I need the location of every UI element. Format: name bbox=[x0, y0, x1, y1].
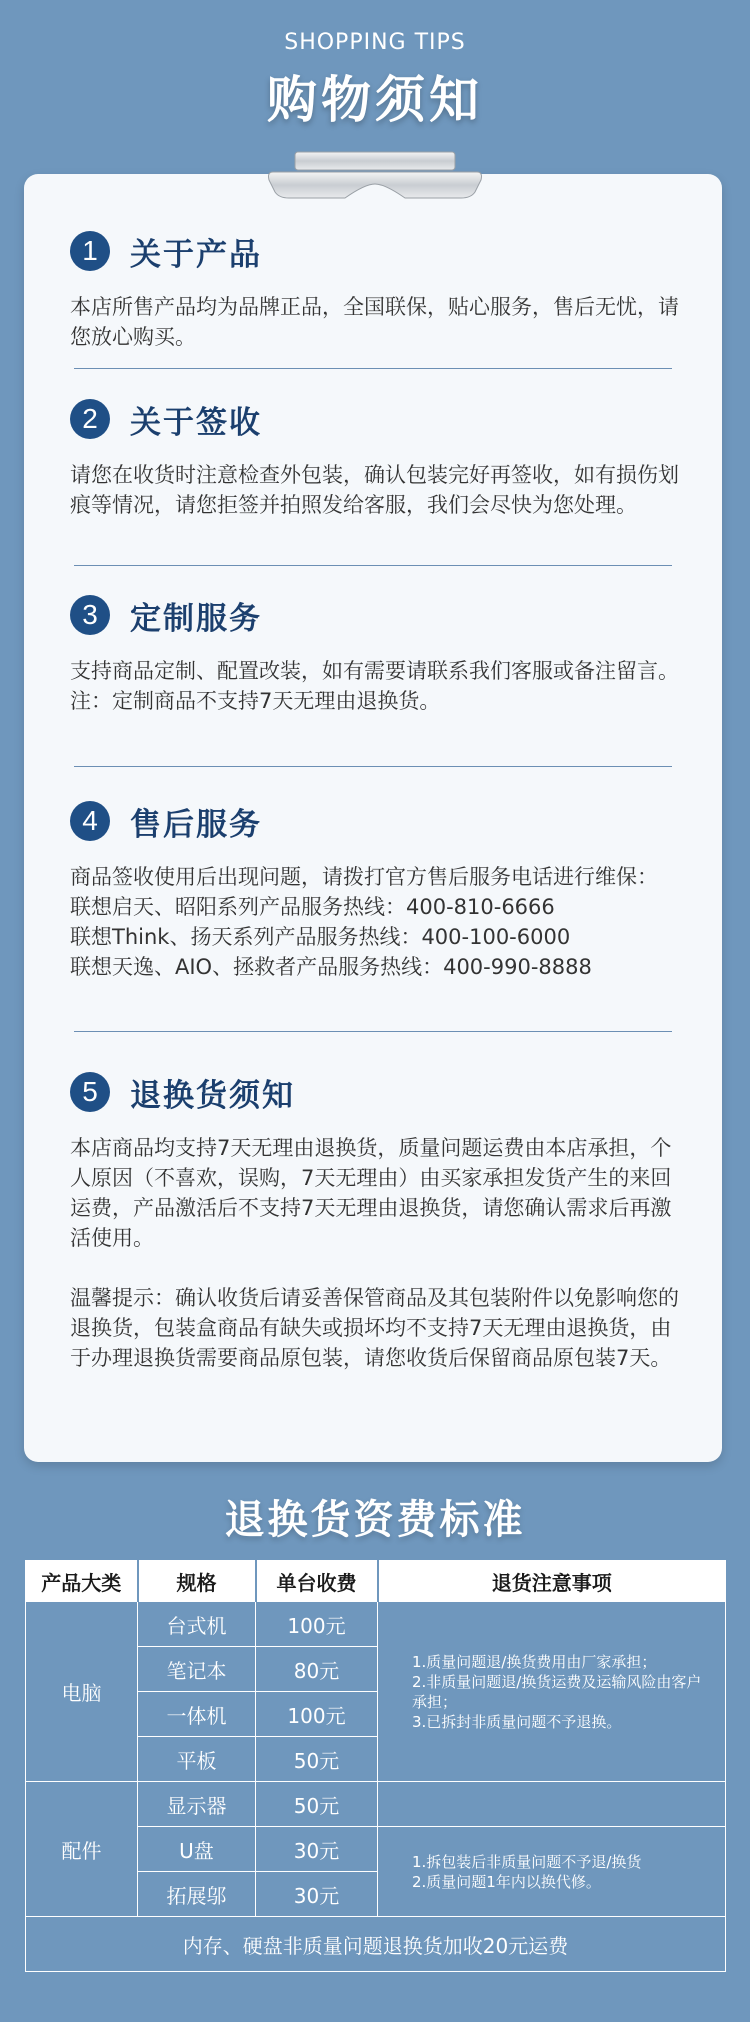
price-cell: 30元 bbox=[256, 1872, 378, 1917]
section-title: 定制服务 bbox=[130, 600, 262, 637]
spec-cell: 平板 bbox=[138, 1737, 256, 1782]
price-cell: 50元 bbox=[256, 1782, 378, 1827]
spec-cell: U盘 bbox=[138, 1827, 256, 1872]
section-custom-service bbox=[70, 592, 680, 716]
price-cell: 50元 bbox=[256, 1737, 378, 1782]
section-divider bbox=[74, 565, 672, 566]
price-cell: 80元 bbox=[256, 1647, 378, 1692]
category-accessory: 配件 bbox=[26, 1782, 138, 1917]
note-line: 2.非质量问题退/换货运费及运输风险由客户承担； bbox=[412, 1672, 702, 1711]
header-price: 单台收费 bbox=[256, 1561, 378, 1602]
section-text: 商品签收使用后出现问题，请拨打官方售后服务电话进行维保： bbox=[70, 865, 658, 889]
section-text: 本店所售产品均为品牌正品，全国联保，贴心服务，售后无忧，请您放心购买。 bbox=[70, 295, 679, 349]
spec-cell: 一体机 bbox=[138, 1692, 256, 1737]
section-text: 本店商品均支持7天无理由退换货，质量问题运费由本店承担，个人原因（不喜欢，误购，7天无理由）由买家承担发货产生的来回运费，产品激活后不支持7天无理由退换货，请您确认需求后再激活使用。 bbox=[70, 1136, 672, 1250]
hotline-qitian: 联想启天、昭阳系列产品服务热线：400-810-6666 bbox=[70, 895, 555, 919]
note-line: 1.拆包装后非质量问题不予退/换货 bbox=[412, 1852, 642, 1871]
hotline-tianyi: 联想天逸、AIO、拯救者产品服务热线：400-990-8888 bbox=[70, 955, 592, 979]
section-note: 注：定制商品不支持7天无理由退换货。 bbox=[70, 689, 441, 713]
section-number-badge: 1 bbox=[70, 231, 110, 271]
shopping-tips-card bbox=[24, 174, 722, 1462]
note-line: 3.已拆封非质量问题不予退换。 bbox=[412, 1712, 622, 1731]
table-footer-row bbox=[26, 1917, 726, 1972]
section-title: 退换货须知 bbox=[130, 1077, 295, 1114]
warm-tip: 温馨提示：确认收货后请妥善保管商品及其包装附件以免影响您的退换货，包装盒商品有缺失或损坏均不支持7天无理由退换货，由于办理退换货需要商品原包装，请您收货后保留商品原包装7天。 bbox=[70, 1286, 679, 1370]
section-title: 关于签收 bbox=[130, 404, 262, 441]
header-category: 产品大类 bbox=[26, 1561, 138, 1602]
header-notes: 退货注意事项 bbox=[378, 1561, 726, 1602]
empty-note-cell bbox=[378, 1782, 726, 1827]
clipboard-clip-icon bbox=[265, 150, 485, 200]
section-about-receipt bbox=[70, 396, 680, 520]
note-line: 1.质量问题退/换货费用由厂家承担； bbox=[412, 1652, 657, 1671]
section-number-badge: 5 bbox=[70, 1072, 110, 1112]
header-en: SHOPPING TIPS bbox=[284, 30, 466, 55]
spec-cell: 拓展邬 bbox=[138, 1872, 256, 1917]
table-row bbox=[26, 1602, 726, 1647]
section-divider bbox=[74, 1031, 672, 1032]
category-computer: 电脑 bbox=[26, 1602, 138, 1782]
price-cell: 100元 bbox=[256, 1602, 378, 1647]
page-title: 购物须知 bbox=[267, 71, 483, 129]
section-text: 请您在收货时注意检查外包装，确认包装完好再签收，如有损伤划痕等情况，请您拒签并拍照发给客服，我们会尽快为您处理。 bbox=[70, 463, 679, 517]
price-cell: 100元 bbox=[256, 1692, 378, 1737]
spec-cell: 笔记本 bbox=[138, 1647, 256, 1692]
spec-cell: 台式机 bbox=[138, 1602, 256, 1647]
section-number-badge: 4 bbox=[70, 801, 110, 841]
section-text: 支持商品定制、配置改装，如有需要请联系我们客服或备注留言。 bbox=[70, 659, 679, 683]
section-title: 售后服务 bbox=[130, 806, 262, 843]
computer-notes bbox=[378, 1602, 726, 1782]
accessory-notes bbox=[378, 1827, 726, 1917]
section-spacer bbox=[70, 1253, 680, 1283]
fee-table-header-row bbox=[26, 1561, 726, 1602]
section-number-badge: 3 bbox=[70, 595, 110, 635]
fee-table-title: 退换货资费标准 bbox=[224, 1497, 526, 1543]
hotline-think: 联想Think、扬天系列产品服务热线：400-100-6000 bbox=[70, 925, 571, 949]
section-return-notice bbox=[70, 1069, 680, 1373]
header-spec: 规格 bbox=[138, 1561, 256, 1602]
price-cell: 30元 bbox=[256, 1827, 378, 1872]
note-line: 2.质量问题1年内以换代修。 bbox=[412, 1872, 601, 1891]
section-after-sales bbox=[70, 798, 680, 982]
table-row bbox=[26, 1782, 726, 1827]
section-about-product bbox=[70, 228, 680, 352]
section-number-badge: 2 bbox=[70, 399, 110, 439]
section-title: 关于产品 bbox=[130, 236, 262, 273]
fee-table bbox=[25, 1560, 726, 1972]
spec-cell: 显示器 bbox=[138, 1782, 256, 1827]
section-divider bbox=[74, 766, 672, 767]
section-divider bbox=[74, 368, 672, 369]
fee-footer-note: 内存、硬盘非质量问题退换货加收20元运费 bbox=[26, 1917, 726, 1972]
